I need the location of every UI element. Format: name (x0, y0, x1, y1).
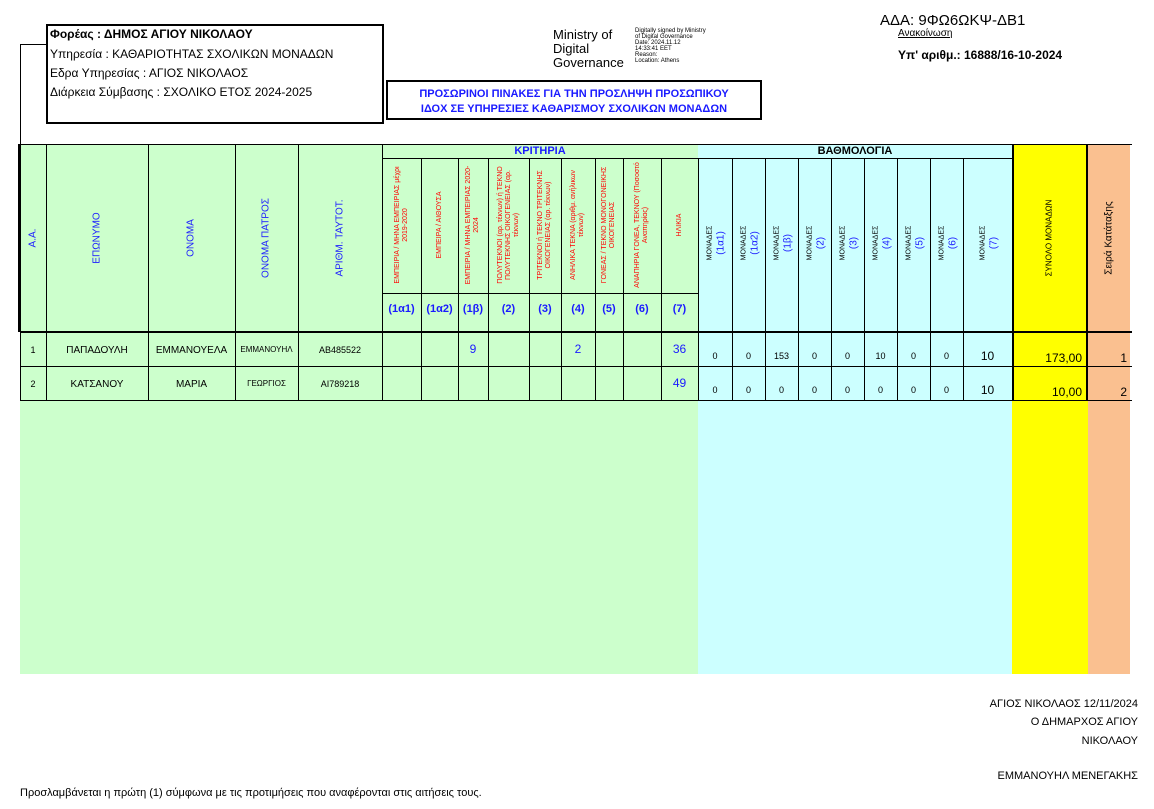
row-2-id: ΑΙ789218 (320, 379, 360, 389)
row-2-score-5: 0 (844, 385, 850, 395)
criteria-col-separator (488, 158, 489, 400)
scoring-col-separator (765, 158, 766, 400)
col-separator (298, 144, 299, 400)
ministry-line-3: Governance (553, 55, 624, 70)
row-2-score-7: 0 (910, 385, 916, 395)
row-1-score-5: 0 (844, 351, 850, 361)
row-1-score-9: 10 (980, 349, 995, 363)
hiring-note: Προσλαμβάνεται η πρώτη (1) σύμφωνα με τις προτιμήσεις που αναφέρονται στις αιτήσεις τους. (20, 787, 482, 799)
sig-line-3: Date: 2024.11.12 (635, 40, 681, 46)
row-2-border (20, 400, 1132, 401)
row-1-border (20, 366, 1132, 367)
duration-label: Διάρκεια Σύμβασης : ΣΧΟΛΙΚΟ ΕΤΟΣ 2024-2025 (50, 85, 313, 99)
scoring-col-separator (930, 158, 931, 400)
criteria-code-7: (5) (602, 303, 616, 315)
scoring-prefix-8: ΜΟΝΑΔΕΣ (938, 225, 945, 261)
row-1-criterion-9: 36 (672, 342, 687, 356)
scoring-subheader-border (698, 158, 1012, 159)
agency-label: Φορέας : ΔΗΜΟΣ ΑΓΙΟΥ ΝΙΚΟΛΑΟΥ (50, 27, 253, 41)
scoring-prefix-3: ΜΟΝΑΔΕΣ (773, 225, 780, 261)
col-header-father: ΟΝΟΜΑ ΠΑΤΡΟΣ (260, 198, 272, 278)
code-row-border (382, 293, 698, 294)
ministry-line-1: Ministry of (553, 27, 613, 42)
col-separator (382, 144, 383, 400)
row-2-score-3: 0 (778, 385, 784, 395)
criteria-header: ΚΡΙΤΗΡΙΑ (514, 145, 566, 157)
service-label: Υπηρεσία : ΚΑΘΑΡΙΟΤΗΤΑΣ ΣΧΟΛΙΚΩΝ ΜΟΝΑΔΩΝ (50, 47, 334, 61)
row-1-score-3: 153 (773, 351, 790, 361)
scoring-code-8: (6) (947, 236, 958, 250)
place-date: ΑΓΙΟΣ ΝΙΚΟΛΑΟΣ 12/11/2024 (989, 698, 1138, 710)
col-header-rank: Σειρά Κατάταξης (1103, 201, 1115, 275)
row-1-score-1: 0 (712, 351, 718, 361)
scoring-code-7: (5) (914, 236, 925, 250)
row-2-score-8: 0 (943, 385, 949, 395)
criteria-header-3: ΕΜΠΕΙΡΙΑ / ΜΗΝΑ ΕΜΠΕΙΡΙΑΣ 2020-2024 (465, 165, 480, 285)
row-2-score-2: 0 (745, 385, 751, 395)
scoring-prefix-7: ΜΟΝΑΔΕΣ (905, 225, 912, 261)
scoring-col-separator (798, 158, 799, 400)
criteria-header-8: ΑΝΑΠΗΡΙΑ ΓΟΝΕΑ, ΤΕΚΝΟΥ (Ποσοστό Αναπηρίας) (634, 162, 649, 288)
criteria-header-6: ΑΝΗΛΙΚΑ ΤΕΚΝΑ (αριθμ. ανήλικων τέκνων) (570, 170, 585, 280)
criteria-col-separator (661, 158, 662, 400)
scoring-prefix-6: ΜΟΝΑΔΕΣ (872, 225, 879, 261)
scoring-prefix-4: ΜΟΝΑΔΕΣ (806, 225, 813, 261)
row-1-criterion-3: 9 (469, 342, 477, 356)
criteria-col-separator (529, 158, 530, 400)
row-1-score-8: 0 (943, 351, 949, 361)
criteria-header-7: ΓΟΝΕΑΣ / ΤΕΚΝΟ ΜΟΝΟΓΟΝΕΙΚΗΣ ΟΙΚΟΓΕΝΕΙΑΣ (601, 166, 616, 284)
row-1-score-4: 0 (811, 351, 817, 361)
row-1-aa: 1 (30, 345, 36, 355)
mayor-role-line-2: ΝΙΚΟΛΑΟΥ (1081, 735, 1138, 747)
criteria-code-8: (6) (635, 303, 649, 315)
row-2-criterion-9: 49 (672, 376, 687, 390)
criteria-header-1: ΕΜΠΕΙΡΙΑ / ΜΗΝΑ ΕΜΠΕΙΡΙΑΣ μέχρι 2019-2020 (393, 166, 409, 284)
row-1-name: ΕΜΜΑΝΟΥΕΛΑ (155, 345, 228, 356)
row-1-score-6: 10 (875, 351, 886, 361)
row-2-name: ΜΑΡΙΑ (175, 379, 208, 390)
header-left-thick-border (18, 144, 21, 332)
scoring-col-separator (897, 158, 898, 400)
ada-code: ΑΔΑ: 9ΦΩ6ΩΚΨ-ΔΒ1 (880, 12, 1026, 29)
mayor-role-line-1: Ο ΔΗΜΑΡΧΟΣ ΑΓΙΟΥ (1030, 716, 1138, 728)
row-2-total: 10,00 (1051, 385, 1082, 399)
criteria-header-2: ΕΜΠΕΙΡΑ / ΑΙΘΟΥΣΑ (435, 191, 443, 259)
row-2-surname: ΚΑΤΣΑΝΟΥ (70, 379, 124, 390)
scoring-code-2: (1α2) (749, 231, 760, 255)
row-1-surname: ΠΑΠΑΔΟΥΛΗ (66, 345, 128, 356)
criteria-code-6: (4) (571, 303, 585, 315)
scoring-code-1: (1α1) (715, 231, 727, 255)
scoring-code-9: (7) (988, 236, 999, 250)
criteria-col-separator (623, 158, 624, 400)
scoring-code-4: (2) (815, 236, 826, 250)
row-1-criterion-6: 2 (574, 342, 582, 356)
announcement-label: Ανακοίνωση (898, 28, 953, 39)
row-1-father: ΕΜΜΑΝΟΥΗΛ (240, 345, 293, 354)
criteria-col-separator (561, 158, 562, 400)
sig-line-5: Reason: (635, 52, 658, 58)
row-2-rank: 2 (1120, 385, 1127, 399)
row-1-score-2: 0 (745, 351, 751, 361)
row-2-aa: 2 (30, 379, 36, 389)
scoring-col-separator (831, 158, 832, 400)
criteria-col-separator (698, 158, 699, 400)
criteria-code-3: (1β) (462, 303, 484, 315)
criteria-subheader-border (382, 158, 698, 159)
criteria-code-9: (7) (672, 303, 687, 315)
criteria-header-9: ΗΛΙΚΙΑ (675, 213, 683, 237)
col-header-surname: ΕΠΩΝΥΜΟ (91, 212, 103, 264)
ministry-line-2: Digital (553, 41, 590, 56)
criteria-header-5: ΤΡΙΤΕΚΝΟΙ ή ΤΕΚΝΟ ΤΡΙΤΕΚΝΗΣ ΟΙΚΟΓΕΝΕΙΑΣ (αρ. τέκνων) (537, 170, 552, 280)
row-2-score-6: 0 (877, 385, 883, 395)
title-line-2: ΙΔΟΧ ΣΕ ΥΠΗΡΕΣΙΕΣ ΚΑΘΑΡΙΣΜΟΥ ΣΧΟΛΙΚΩΝ ΜΟΝΑΔΩΝ (420, 103, 728, 115)
row-1-id: ΑΒ485522 (318, 345, 362, 355)
col-header-name: ΟΝΟΜΑ (185, 219, 197, 257)
criteria-col-separator (595, 158, 596, 400)
criteria-col-separator (421, 158, 422, 400)
scoring-prefix-5: ΜΟΝΑΔΕΣ (839, 225, 846, 261)
col-separator (148, 144, 149, 400)
scoring-col-separator (963, 158, 964, 400)
scoring-prefix-2: ΜΟΝΑΔΕΣ (740, 225, 747, 261)
col-header-id: ΑΡΙΘΜ. ΤΑΥΤΟΤ. (334, 199, 346, 277)
scoring-prefix-1: ΜΟΝΑΔΕΣ (706, 225, 714, 261)
row-2-father: ΓΕΩΡΓΙΟΣ (247, 379, 286, 388)
col-header-aa: Α.Α. (27, 228, 39, 248)
criteria-code-2: (1α2) (426, 303, 453, 315)
row-1-total: 173,00 (1045, 351, 1082, 365)
sig-line-2: of Digital Governance (635, 34, 693, 40)
scoring-col-separator (732, 158, 733, 400)
sig-line-4: 14:33:41 EET (635, 46, 672, 52)
sig-line-1: Digitally signed by Ministry (635, 28, 706, 34)
row-2-score-4: 0 (811, 385, 817, 395)
scoring-code-3: (1β) (782, 234, 793, 252)
title-line-1: ΠΡΟΣΩΡΙΝΟΙ ΠΙΝΑΚΕΣ ΓΙΑ ΤΗΝ ΠΡΟΣΛΗΨΗ ΠΡΟΣΩΠΙΚΟΥ (419, 88, 729, 100)
header-bottom-border (20, 331, 1132, 333)
signer-name: ΕΜΜΑΝΟΥΗΛ ΜΕΝΕΓΑΚΗΣ (997, 770, 1138, 782)
scoring-code-6: (4) (881, 236, 892, 250)
row-1-score-7: 0 (910, 351, 916, 361)
col-header-total: ΣΥΝΟΛΟ ΜΟΝΑΔΩΝ (1044, 199, 1054, 277)
col-separator (235, 144, 236, 400)
criteria-header-4: ΠΟΛΥΤΕΚΝΟΙ (αρ. τέκνων) ή ΤΕΚΝΟ ΠΟΛΥΤΕΚΝΗΣ ΟΙΚΟΓΕΝΕΙΑΣ (αρ. τέκνων) (496, 166, 520, 284)
row-2-score-1: 0 (712, 385, 718, 395)
row-1-rank: 1 (1120, 351, 1127, 365)
scoring-col-separator (864, 158, 865, 400)
criteria-code-5: (3) (538, 303, 552, 315)
col-separator (46, 144, 47, 400)
seat-label: Εδρα Υπηρεσίας : ΑΓΙΟΣ ΝΙΚΟΛΑΟΣ (50, 66, 249, 80)
criteria-code-4: (2) (501, 303, 516, 315)
criteria-code-1: (1α1) (388, 303, 415, 315)
scoring-prefix-9: ΜΟΝΑΔΕΣ (979, 225, 986, 261)
scoring-header: ΒΑΘΜΟΛΟΓΙΑ (817, 145, 893, 157)
sig-line-6: Location: Athens (635, 58, 680, 64)
criteria-col-separator (458, 158, 459, 400)
scoring-code-5: (3) (848, 236, 859, 250)
protocol-number: Υπ' αριθμ.: 16888/16-10-2024 (898, 48, 1063, 62)
row-2-score-9: 10 (980, 383, 995, 397)
